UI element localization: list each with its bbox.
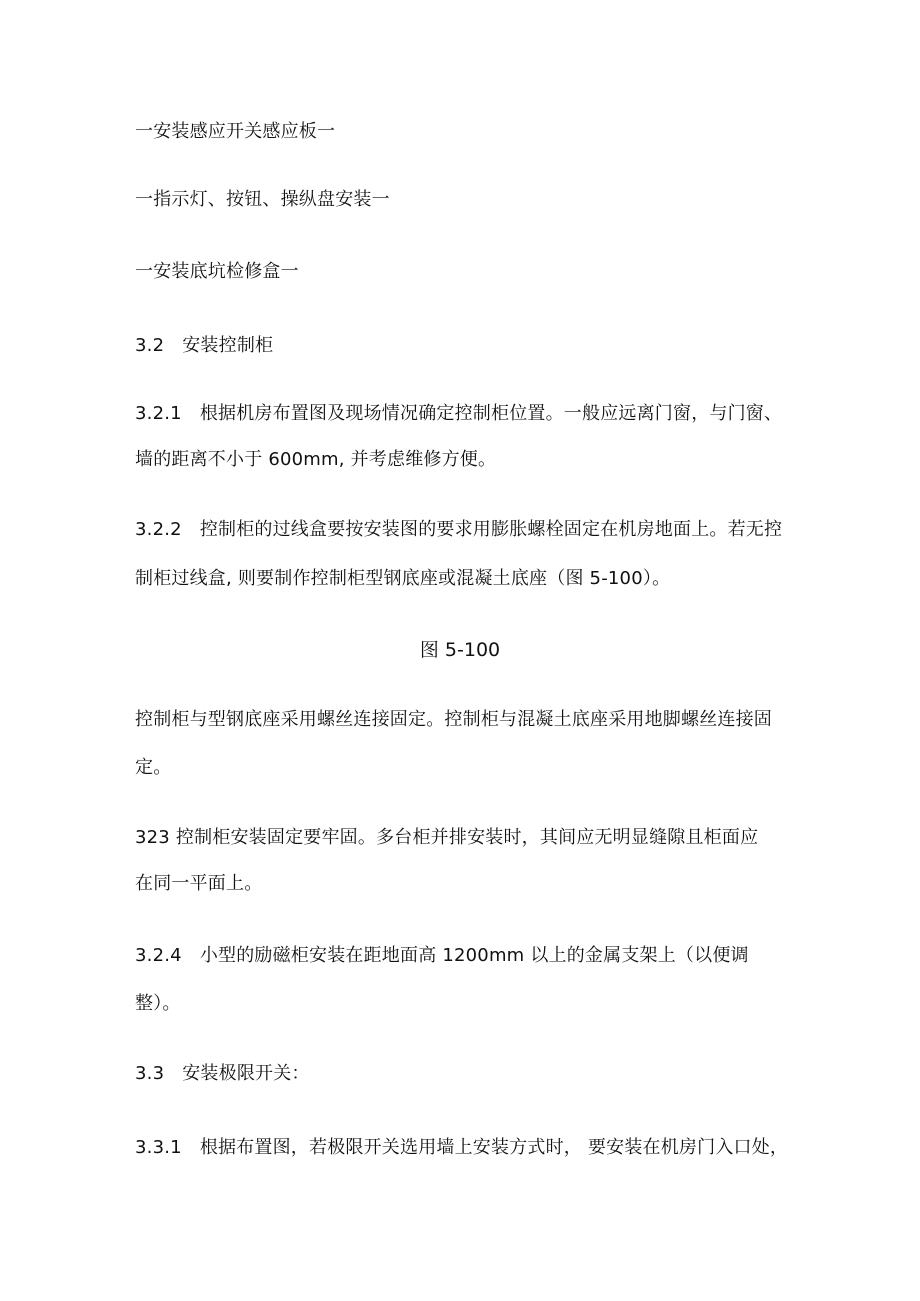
section-number: 3.2 xyxy=(135,335,165,356)
text-line-3 xyxy=(135,260,299,284)
paragraph-3-2-3-line-2 xyxy=(135,872,262,896)
line-text: 整）。 xyxy=(135,993,181,1014)
line-text: 墙的距离不小于 600mm, 并考虑维修方便。 xyxy=(135,449,497,470)
paragraph-3-2-1-line-1 xyxy=(135,402,782,426)
section-heading-3-3 xyxy=(135,1062,310,1086)
line-text: 根据布置图，若极限开关选用墙上安装方式时， 要安装在机房门入口处， xyxy=(199,1137,789,1158)
paragraph-3-2-1-line-2 xyxy=(135,448,496,472)
paragraph-3-2-4-line-1 xyxy=(135,944,749,968)
text-line-2 xyxy=(135,188,390,212)
paragraph-3-2-4-line-2 xyxy=(135,992,181,1016)
line-text: 根据机房布置图及现场情况确定控制柜位置。一般应远离门窗，与门窗、 xyxy=(199,403,783,424)
paragraph-3-2-2-line-1 xyxy=(135,518,782,542)
paragraph-3-2-3-line-1 xyxy=(135,826,758,850)
section-number: 3.2.4 xyxy=(135,945,182,966)
line-text: 一指示灯、按钮、操纵盘安装一 xyxy=(135,189,390,210)
section-number: 3.2.1 xyxy=(135,403,182,424)
line-text: 控制柜与型钢底座采用螺丝连接固定。控制柜与混凝土底座采用地脚螺丝连接固 xyxy=(135,709,772,730)
paragraph-fixing-line-2 xyxy=(135,756,171,780)
line-text: 一安装底坑检修盒一 xyxy=(135,261,299,282)
section-heading-3-2 xyxy=(135,334,273,358)
line-text: 在同一平面上。 xyxy=(135,873,263,894)
line-text: 制柜过线盒, 则要制作控制柜型钢底座或混凝土底座（图 5-100）。 xyxy=(135,568,671,589)
section-title: 安装极限开关： xyxy=(182,1063,310,1084)
line-text: 定。 xyxy=(135,757,172,778)
paragraph-3-3-1-line-1 xyxy=(135,1136,788,1160)
line-text: 一安装感应开关感应板一 xyxy=(135,121,336,142)
section-title: 安装控制柜 xyxy=(182,335,274,356)
section-number: 3.3 xyxy=(135,1063,165,1084)
section-number: 3.3.1 xyxy=(135,1137,182,1158)
text-line-1 xyxy=(135,120,335,144)
paragraph-fixing-line-1 xyxy=(135,708,772,732)
figure-caption: 图 5-100 xyxy=(419,639,501,661)
paragraph-3-2-2-line-2 xyxy=(135,567,670,591)
line-text: 323 控制柜安装固定要牢固。多台柜并排安装时，其间应无明显缝隙且柜面应 xyxy=(135,827,759,848)
line-text: 小型的励磁柜安装在距地面高 1200mm 以上的金属支架上（以便调 xyxy=(199,945,749,966)
line-text: 控制柜的过线盒要按安装图的要求用膨胀螺栓固定在机房地面上。若无控 xyxy=(199,519,783,540)
section-number: 3.2.2 xyxy=(135,519,182,540)
